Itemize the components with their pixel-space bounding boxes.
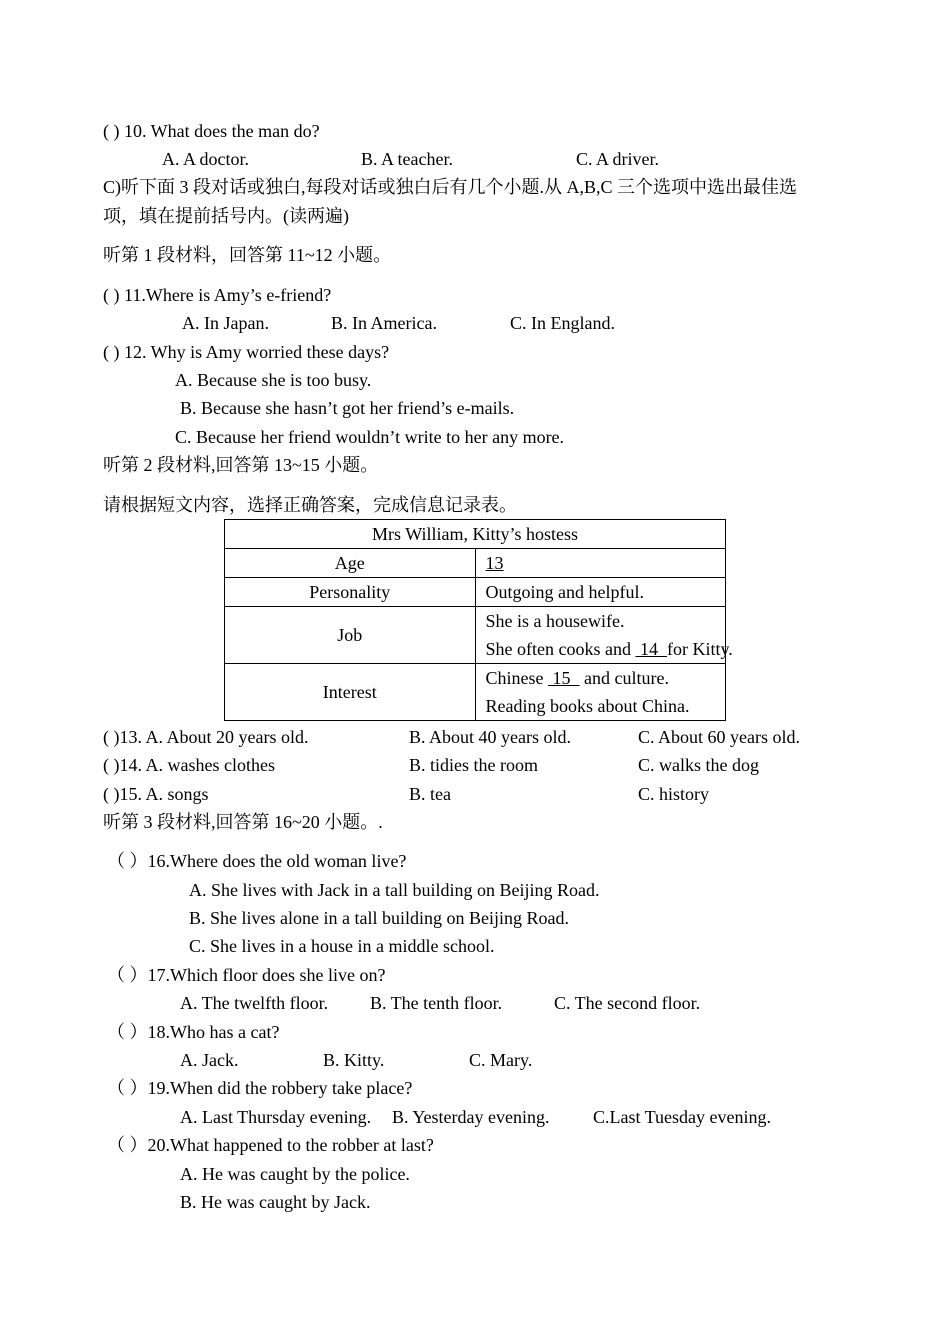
q13-row: ( )13. A. About 20 years old. <box>103 727 309 747</box>
q11-option-a: A. In Japan. <box>182 313 269 333</box>
table-title: Mrs William, Kitty’s hostess <box>225 520 726 549</box>
job-label: Job <box>225 607 476 664</box>
q15-row: ( )15. A. songs <box>103 784 209 804</box>
answer-bracket[interactable]: ( ) <box>103 342 120 362</box>
q20-option-b: B. He was caught by Jack. <box>180 1192 371 1212</box>
answer-bracket[interactable]: （ ） <box>107 1022 148 1042</box>
interest-value: Chinese 15 and culture. Reading books about China. <box>475 664 726 721</box>
q19-option-c: C.Last Tuesday evening. <box>593 1107 771 1127</box>
info-record-table <box>224 519 733 721</box>
q15-option-b: B. tea <box>409 784 451 804</box>
q16-option-b: B. She lives alone in a tall building on Beijing Road. <box>189 908 569 928</box>
q14-option-c: C. walks the dog <box>638 755 759 775</box>
answer-bracket[interactable]: ( ) <box>103 121 120 141</box>
part-c-instructions-line1: C)听下面 3 段对话或独白,每段对话或独白后有几个小题.从 A,B,C 三个选项中选出最佳选 <box>103 177 798 197</box>
q18-option-c: C. Mary. <box>469 1050 533 1070</box>
section2-heading: 听第 2 段材料,回答第 13~15 小题。 <box>103 455 379 475</box>
q17-option-a: A. The twelfth floor. <box>180 993 329 1013</box>
q12-option-a: A. Because she is too busy. <box>175 370 372 390</box>
q14-option-b: B. tidies the room <box>409 755 538 775</box>
part-c-instructions-line2: 项，填在提前括号内。(读两遍) <box>103 206 349 226</box>
q10-option-b: B. A teacher. <box>361 149 453 169</box>
answer-bracket[interactable]: （ ） <box>107 965 148 985</box>
q16-option-a: A. She lives with Jack in a tall building on Beijing Road. <box>189 880 600 900</box>
q11-option-b: B. In America. <box>331 313 437 333</box>
q13-option-c: C. About 60 years old. <box>638 727 800 747</box>
blank-15[interactable]: 15 <box>548 668 580 688</box>
q15-option-c: C. history <box>638 784 710 804</box>
q12-option-b: B. Because she hasn’t got her friend’s e-mails. <box>180 398 515 418</box>
q19-option-a: A. Last Thursday evening. <box>180 1107 372 1127</box>
section3-heading: 听第 3 段材料,回答第 16~20 小题。. <box>103 812 383 832</box>
q16-option-c: C. She lives in a house in a middle school. <box>189 936 495 956</box>
q12-option-c: C. Because her friend wouldn’t write to her any more. <box>175 427 565 447</box>
personality-label: Personality <box>225 578 476 607</box>
answer-bracket[interactable]: ( ) <box>103 285 120 305</box>
answer-bracket[interactable]: ( ) <box>103 755 120 775</box>
q10-option-c: C. A driver. <box>576 149 660 169</box>
q18-stem: （ ）18.Who has a cat? <box>107 1022 280 1042</box>
q16-stem: （ ）16.Where does the old woman live? <box>107 851 407 871</box>
q17-stem: （ ）17.Which floor does she live on? <box>107 965 386 985</box>
q18-option-a: A. Jack. <box>180 1050 239 1070</box>
answer-bracket[interactable]: （ ） <box>107 851 148 871</box>
answer-bracket[interactable]: ( ) <box>103 784 120 804</box>
answer-bracket[interactable]: （ ） <box>107 1135 148 1155</box>
q11-stem: ( ) 11.Where is Amy’s e-friend? <box>103 285 332 305</box>
q13-option-b: B. About 40 years old. <box>409 727 571 747</box>
q11-option-c: C. In England. <box>510 313 615 333</box>
table-intro: 请根据短文内容，选择正确答案，完成信息记录表。 <box>103 495 517 515</box>
blank-13[interactable]: 13 <box>485 553 504 573</box>
q17-option-c: C. The second floor. <box>554 993 701 1013</box>
blank-14[interactable]: 14 <box>635 639 667 659</box>
section1-heading: 听第 1 段材料，回答第 11~12 小题。 <box>103 245 392 265</box>
q10-stem: ( ) 10. What does the man do? <box>103 121 320 141</box>
age-value <box>475 549 726 578</box>
personality-value: Outgoing and helpful. <box>475 578 726 607</box>
q18-option-b: B. Kitty. <box>323 1050 385 1070</box>
q19-option-b: B. Yesterday evening. <box>392 1107 550 1127</box>
answer-bracket[interactable]: （ ） <box>107 1078 148 1098</box>
q10-option-a: A. A doctor. <box>162 149 250 169</box>
q20-option-a: A. He was caught by the police. <box>180 1164 410 1184</box>
q19-stem: （ ）19.When did the robbery take place? <box>107 1078 413 1098</box>
q12-stem: ( ) 12. Why is Amy worried these days? <box>103 342 390 362</box>
job-value: She is a housewife. She often cooks and 14 for Kitty. <box>475 607 726 664</box>
age-label: Age <box>225 549 476 578</box>
answer-bracket[interactable]: ( ) <box>103 727 120 747</box>
q17-option-b: B. The tenth floor. <box>370 993 503 1013</box>
interest-label: Interest <box>225 664 476 721</box>
q14-row: ( )14. A. washes clothes <box>103 755 275 775</box>
q20-stem: （ ）20.What happened to the robber at last? <box>107 1135 434 1155</box>
